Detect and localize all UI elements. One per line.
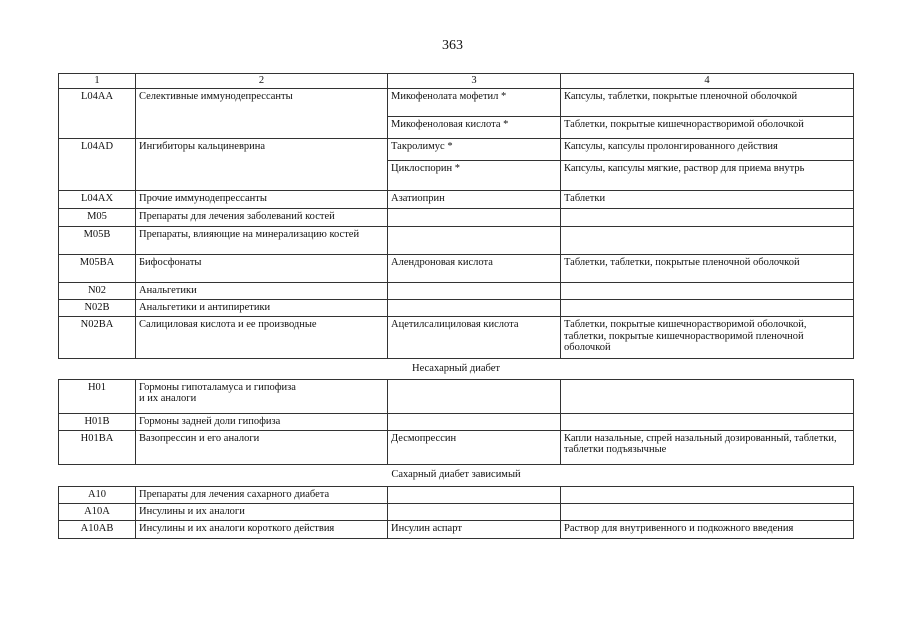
dosage-form-cell: Таблетки, покрытые кишечнорастворимой оболочкой, таблетки, покрытые кишечнорастворимой пленочной оболочкой: [561, 317, 854, 359]
drug-name-cell: [388, 209, 561, 227]
drug-name-cell: Инсулин аспарт: [388, 520, 561, 538]
drug-name-cell: [388, 227, 561, 255]
atc-code-cell: N02BA: [59, 317, 136, 359]
table-row: [59, 209, 854, 227]
drug-name-cell: [388, 486, 561, 503]
drug-name-cell: Такролимус *: [388, 139, 561, 161]
dosage-form-cell: [561, 503, 854, 520]
atc-group-cell: Прочие иммунодепрессанты: [136, 191, 388, 209]
drug-name-cell: Десмопрессин: [388, 430, 561, 464]
table-row: [59, 227, 854, 255]
drug-name-cell: [388, 283, 561, 300]
drug-name-cell: [388, 413, 561, 430]
atc-code-cell: H01BA: [59, 430, 136, 464]
column-header: 4: [561, 74, 854, 89]
table-row: [59, 430, 854, 464]
atc-group-cell: Инсулины и их аналоги короткого действия: [136, 520, 388, 538]
drug-name-cell: Микофеноловая кислота *: [388, 117, 561, 139]
atc-code-cell: L04AA: [59, 89, 136, 139]
atc-group-cell: Анальгетики и антипиретики: [136, 300, 388, 317]
atc-code-cell: A10A: [59, 503, 136, 520]
atc-code-cell: A10: [59, 486, 136, 503]
table-row: [59, 139, 854, 161]
dosage-form-cell: [561, 413, 854, 430]
dosage-form-cell: [561, 209, 854, 227]
dosage-form-cell: [561, 300, 854, 317]
table-row: [59, 283, 854, 300]
atc-group-cell: Препараты для лечения сахарного диабета: [136, 486, 388, 503]
atc-group-cell: Препараты для лечения заболеваний костей: [136, 209, 388, 227]
atc-code-cell: A10AB: [59, 520, 136, 538]
atc-group-cell: Салициловая кислота и ее производные: [136, 317, 388, 359]
drug-name-cell: Алендроновая кислота: [388, 255, 561, 283]
section-title: Несахарный диабет: [59, 359, 854, 380]
dosage-form-cell: Таблетки: [561, 191, 854, 209]
drug-name-cell: Ацетилсалициловая кислота: [388, 317, 561, 359]
atc-code-cell: H01: [59, 379, 136, 413]
table-row: [59, 191, 854, 209]
drug-table-body: [59, 74, 854, 539]
atc-code-cell: L04AD: [59, 139, 136, 191]
section-heading-row: [59, 359, 854, 380]
table-row: [59, 255, 854, 283]
atc-group-cell: Ингибиторы кальциневрина: [136, 139, 388, 191]
drug-name-cell: [388, 503, 561, 520]
table-row: [59, 379, 854, 413]
table-row: [59, 503, 854, 520]
drug-name-cell: [388, 300, 561, 317]
dosage-form-cell: Капсулы, капсулы мягкие, раствор для приема внутрь: [561, 161, 854, 191]
atc-code-cell: N02B: [59, 300, 136, 317]
atc-code-cell: H01B: [59, 413, 136, 430]
atc-group-cell: Анальгетики: [136, 283, 388, 300]
atc-group-cell: Гормоны задней доли гипофиза: [136, 413, 388, 430]
table-row: [59, 317, 854, 359]
column-header: 2: [136, 74, 388, 89]
atc-group-cell: Бифосфонаты: [136, 255, 388, 283]
dosage-form-cell: Капсулы, капсулы пролонгированного действия: [561, 139, 854, 161]
column-header-row: [59, 74, 854, 89]
atc-group-cell: Вазопрессин и его аналоги: [136, 430, 388, 464]
table-row: [59, 520, 854, 538]
drug-name-cell: [388, 379, 561, 413]
dosage-form-cell: Капсулы, таблетки, покрытые пленочной оболочкой: [561, 89, 854, 117]
drug-name-cell: Микофенолата мофетил *: [388, 89, 561, 117]
atc-code-cell: M05B: [59, 227, 136, 255]
page-number: 363: [442, 38, 463, 53]
atc-group-cell: Инсулины и их аналоги: [136, 503, 388, 520]
atc-code-cell: M05: [59, 209, 136, 227]
dosage-form-cell: Раствор для внутривенного и подкожного введения: [561, 520, 854, 538]
table-row: [59, 486, 854, 503]
column-header: 3: [388, 74, 561, 89]
drug-table: [58, 73, 854, 539]
atc-group-cell: Препараты, влияющие на минерализацию костей: [136, 227, 388, 255]
table-row: [59, 413, 854, 430]
drug-name-cell: Азатиоприн: [388, 191, 561, 209]
section-heading-row: [59, 464, 854, 486]
atc-code-cell: M05BA: [59, 255, 136, 283]
atc-code-cell: L04AX: [59, 191, 136, 209]
atc-group-cell: Гормоны гипоталамуса и гипофиза и их аналоги: [136, 379, 388, 413]
table-row: [59, 300, 854, 317]
dosage-form-cell: [561, 379, 854, 413]
dosage-form-cell: Таблетки, таблетки, покрытые пленочной оболочкой: [561, 255, 854, 283]
atc-code-cell: N02: [59, 283, 136, 300]
dosage-form-cell: [561, 227, 854, 255]
drug-name-cell: Циклоспорин *: [388, 161, 561, 191]
table-row: [59, 89, 854, 117]
dosage-form-cell: [561, 486, 854, 503]
atc-group-cell: Селективные иммунодепрессанты: [136, 89, 388, 139]
dosage-form-cell: Таблетки, покрытые кишечнорастворимой оболочкой: [561, 117, 854, 139]
column-header: 1: [59, 74, 136, 89]
dosage-form-cell: Капли назальные, спрей назальный дозированный, таблетки, таблетки подъязычные: [561, 430, 854, 464]
section-title: Сахарный диабет зависимый: [59, 464, 854, 486]
dosage-form-cell: [561, 283, 854, 300]
